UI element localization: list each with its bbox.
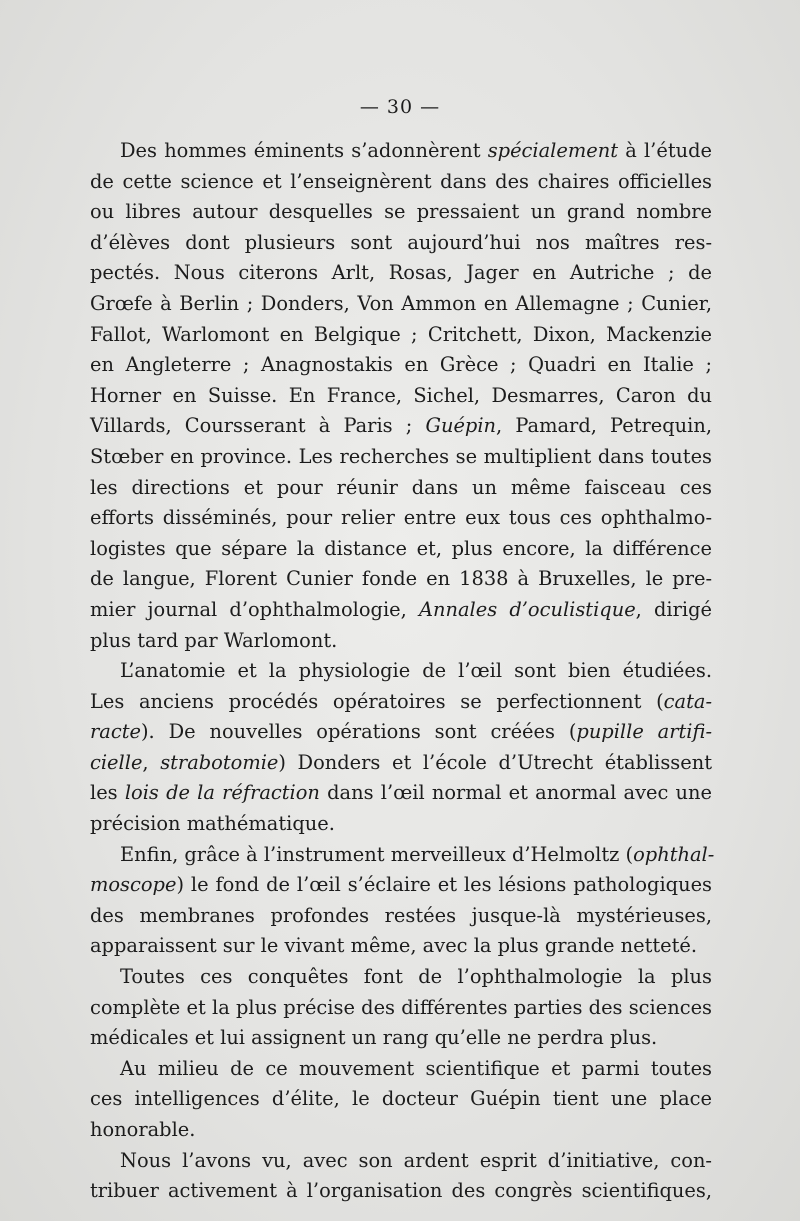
- text-line: L’anatomie et la physiologie de l’œil sont bien étudiées.: [120, 659, 712, 683]
- text-line: Nous l’avons vu, avec son ardent esprit d’initiative, con-: [120, 1148, 712, 1172]
- text-line: de langue, Florent Cunier fonde en 1838 à Bruxelles, le pre-: [90, 567, 712, 591]
- text-line: complète et la plus précise des différentes parties des sciences: [90, 995, 712, 1019]
- text-line: efforts disséminés, pour relier entre eux tous ces ophthalmo-: [90, 506, 712, 530]
- text-line: des membranes profondes restées jusque-là mystérieuses,: [90, 903, 712, 927]
- text-line: les lois de la réfraction dans l’œil normal et anormal avec une: [90, 781, 713, 805]
- italic-text: Annales d’oculistique: [418, 597, 636, 621]
- italic-text: cielle: [90, 750, 143, 774]
- text-line: pectés. Nous citerons Arlt, Rosas, Jager en Autriche ; de: [90, 261, 712, 285]
- text-line: Au milieu de ce mouvement scientifique et parmi toutes: [120, 1056, 712, 1080]
- italic-text: lois de la réfraction: [124, 781, 320, 805]
- text-line: précision mathématique.: [90, 812, 335, 836]
- text-line: mier journal d’ophthalmologie, Annales d’oculistique, dirigé: [90, 597, 712, 621]
- italic-text: Guépin: [425, 414, 497, 438]
- text-line: plus tard par Warlomont.: [90, 628, 338, 652]
- italic-text: racte: [90, 720, 141, 744]
- text-line: moscope) le fond de l’œil s’éclaire et les lésions pathologiques: [90, 873, 712, 897]
- text-line: apparaissent sur le vivant même, avec la plus grande netteté.: [90, 934, 698, 958]
- text-line: racte). De nouvelles opérations sont créées (pupille artifi-: [90, 720, 712, 744]
- text-line: Villards, Coursserant à Paris ; Guépin, Pamard, Petrequin,: [90, 414, 712, 438]
- text-line: tribuer activement à l’organisation des congrès scientifiques,: [90, 1179, 712, 1203]
- italic-text: moscope: [90, 873, 177, 897]
- page-number: — 30 —: [359, 96, 441, 118]
- italic-text: cata-: [663, 689, 712, 713]
- italic-text: ophthal-: [633, 842, 715, 866]
- italic-text: pupille artifi-: [576, 720, 712, 744]
- text-line: de cette science et l’enseignèrent dans des chaires officielles: [90, 169, 712, 193]
- text-line: médicales et lui assignent un rang qu’elle ne perdra plus.: [90, 1026, 658, 1050]
- body-text: [90, 136, 715, 1207]
- text-line: d’élèves dont plusieurs sont aujourd’hui nos maîtres res-: [90, 230, 712, 254]
- text-line: Enfin, grâce à l’instrument merveilleux d’Helmoltz (ophthal-: [120, 842, 715, 866]
- text-line: en Angleterre ; Anagnostakis en Grèce ; Quadri en Italie ;: [90, 353, 712, 377]
- italic-text: strabotomie: [160, 750, 279, 774]
- text-line: Des hommes éminents s’adonnèrent spécialement à l’étude: [120, 139, 712, 162]
- text-line: Stœber en province. Les recherches se multiplient dans toutes: [90, 444, 712, 468]
- text-line: ou libres autour desquelles se pressaient un grand nombre: [90, 200, 712, 224]
- text-line: honorable.: [90, 1118, 196, 1141]
- text-line: Horner en Suisse. En France, Sichel, Desmarres, Caron du: [90, 383, 712, 407]
- text-line: ces intelligences d’élite, le docteur Guépin tient une place: [90, 1087, 712, 1111]
- text-line: cielle, strabotomie) Donders et l’école d’Utrecht établissent: [90, 750, 712, 774]
- text-line: logistes que sépare la distance et, plus encore, la différence: [90, 536, 712, 560]
- text-line: les directions et pour réunir dans un même faisceau ces: [90, 475, 712, 499]
- text-line: Fallot, Warlomont en Belgique ; Critchett, Dixon, Mackenzie: [90, 322, 712, 346]
- text-line: Toutes ces conquêtes font de l’ophthalmologie la plus: [120, 965, 712, 989]
- italic-text: spécialement: [487, 139, 618, 162]
- text-line: Les anciens procédés opératoires se perfectionnent (cata-: [90, 689, 712, 713]
- text-line: Grœfe à Berlin ; Donders, Von Ammon en Allemagne ; Cunier,: [90, 291, 712, 315]
